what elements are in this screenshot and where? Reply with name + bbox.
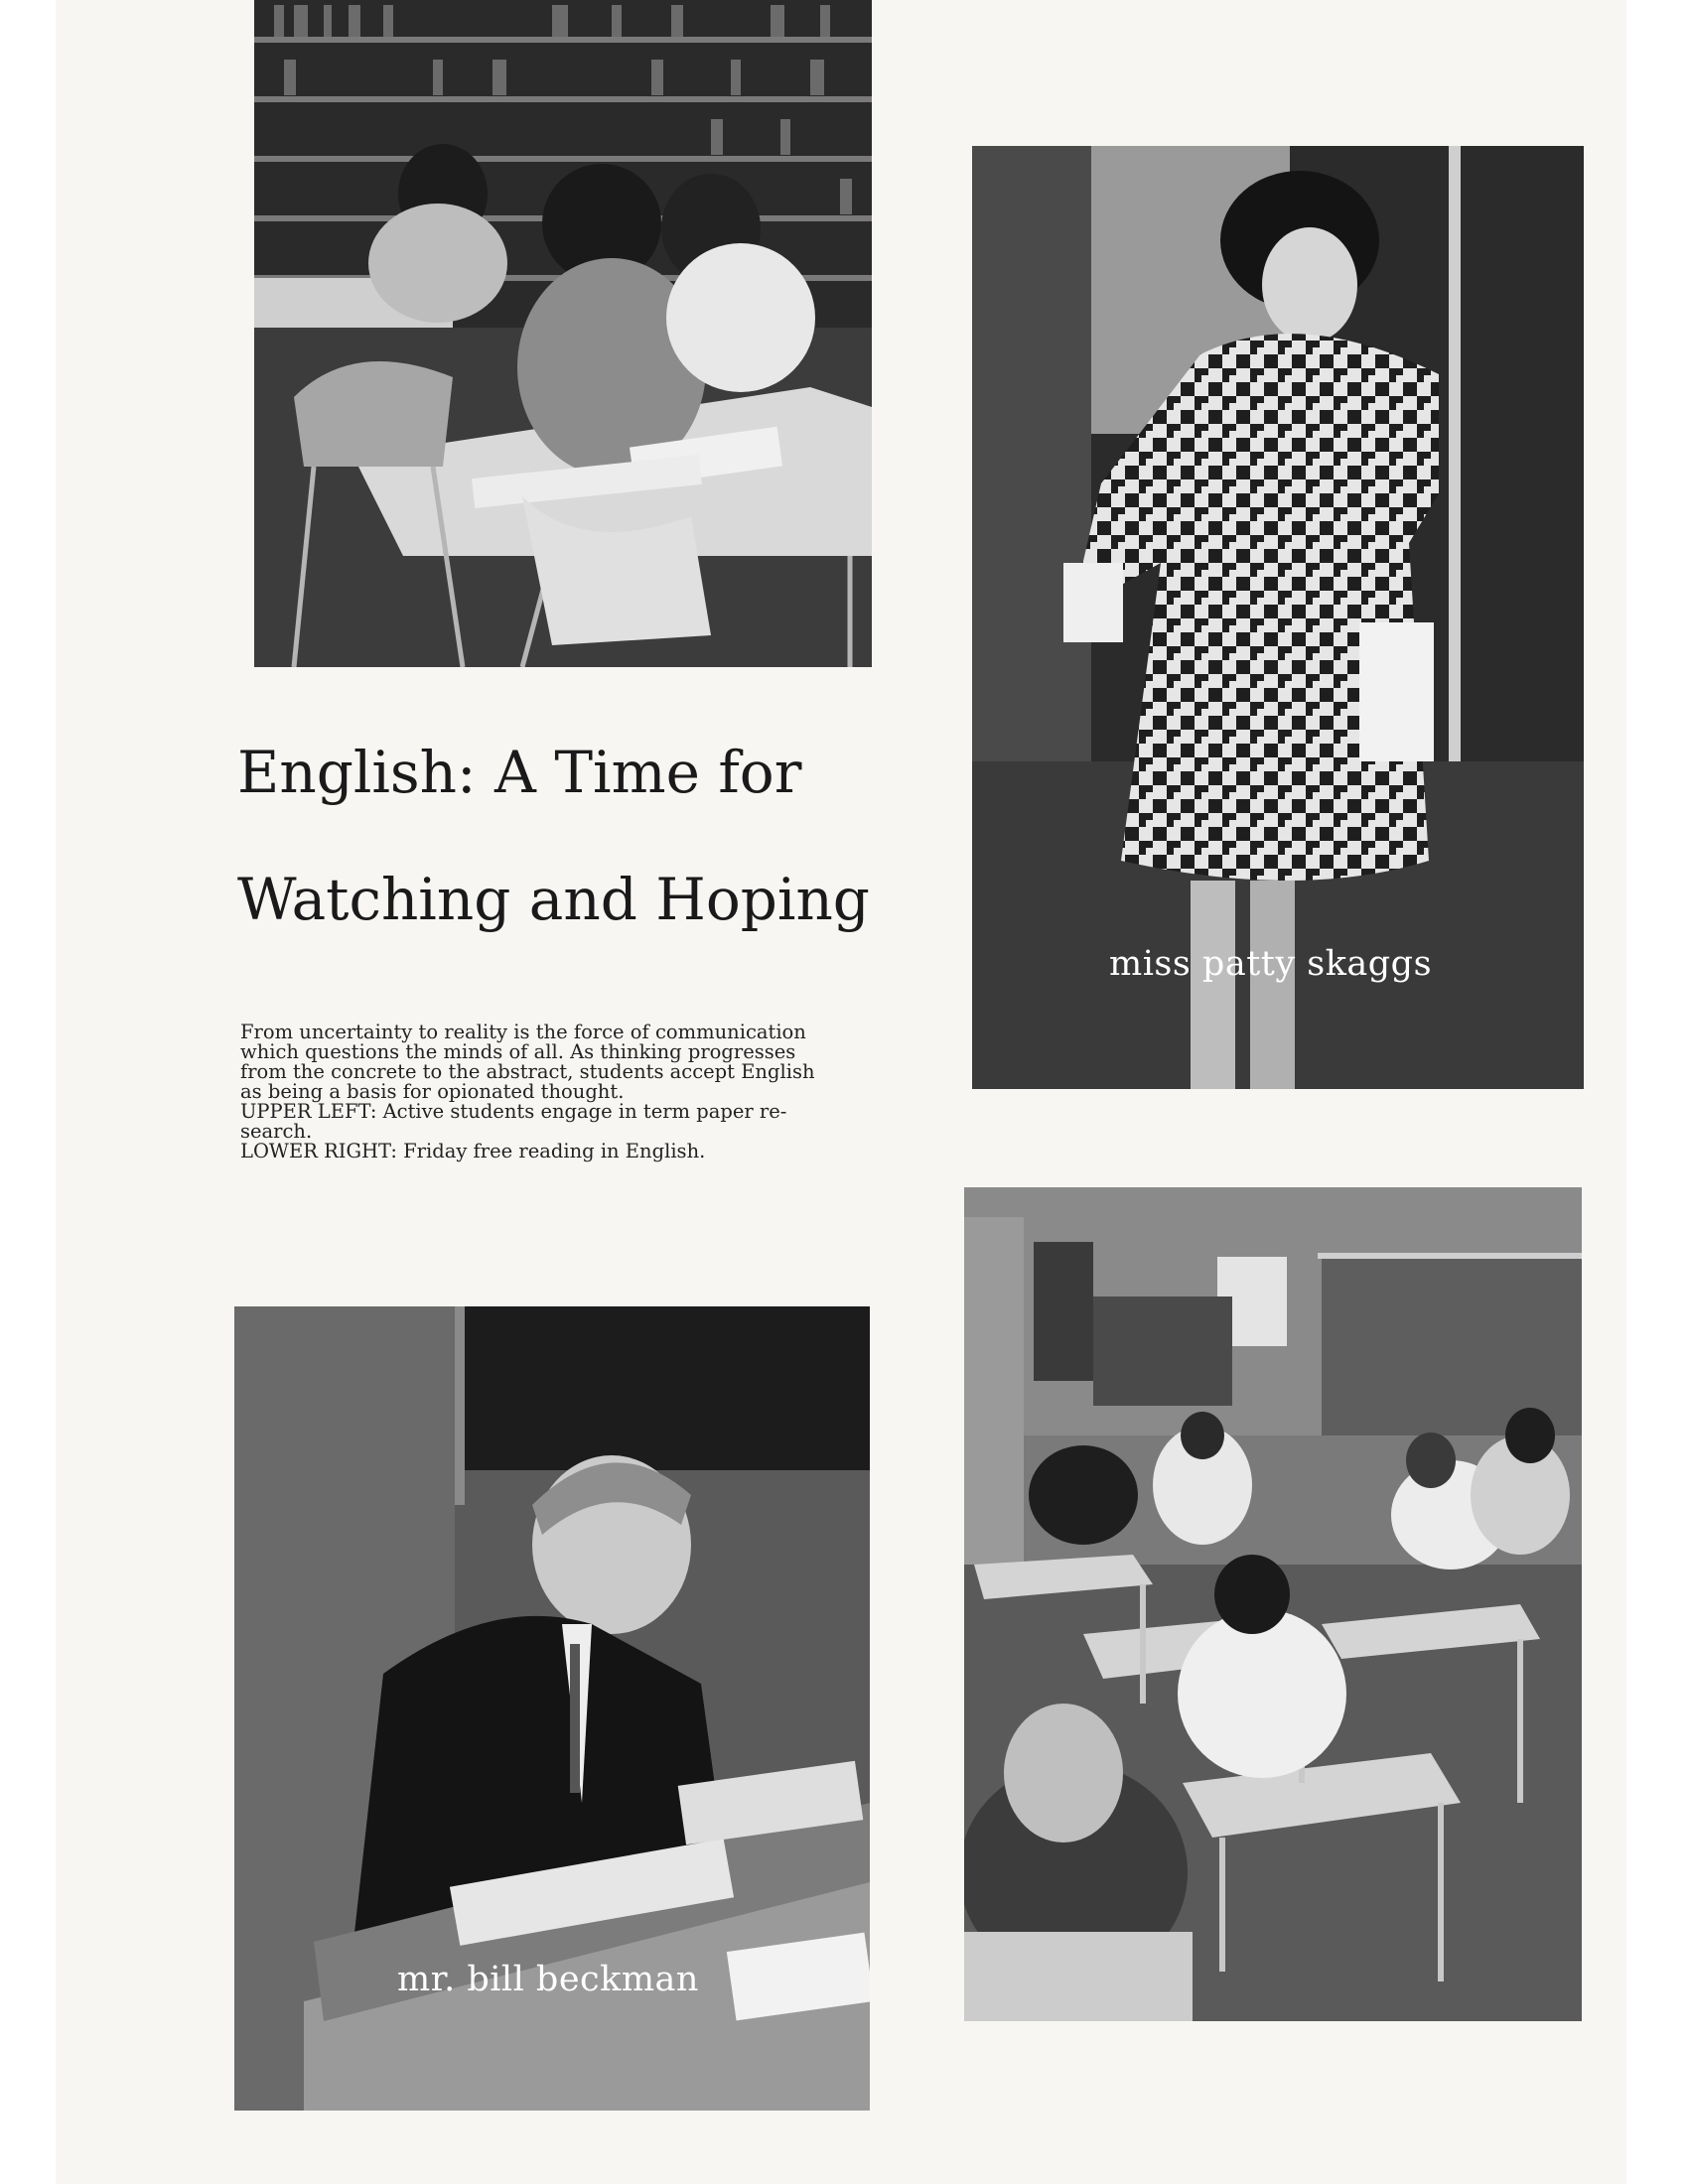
- classroom-illustration: [964, 1187, 1582, 2021]
- body-line: which questions the minds of all. As thinking progresses: [240, 1040, 796, 1063]
- body-line: as being a basis for opionated thought.: [240, 1080, 625, 1103]
- body-line: From uncertainty to reality is the force of communication: [240, 1021, 806, 1043]
- skaggs-caption: miss patty skaggs: [1109, 944, 1433, 984]
- yearbook-page: [56, 0, 1626, 2184]
- body-line: from the concrete to the abstract, students accept English: [240, 1060, 815, 1083]
- classroom-reading-photo: [964, 1187, 1582, 2021]
- body-line: UPPER LEFT: Active students engage in term paper re-: [240, 1100, 787, 1123]
- body-paragraph: [240, 1023, 945, 1161]
- headline-line-1: English: A Time for: [237, 739, 802, 806]
- miss-skaggs-photo: [972, 146, 1584, 1089]
- body-line: search.: [240, 1120, 313, 1143]
- mr-beckman-photo: [234, 1306, 870, 2111]
- library-study-illustration: [254, 0, 872, 667]
- body-line: LOWER RIGHT: Friday free reading in English.: [240, 1140, 706, 1162]
- beckman-caption: mr. bill beckman: [397, 1960, 699, 1999]
- headline-line-2: Watching and Hoping: [237, 866, 870, 933]
- library-study-photo: [254, 0, 872, 667]
